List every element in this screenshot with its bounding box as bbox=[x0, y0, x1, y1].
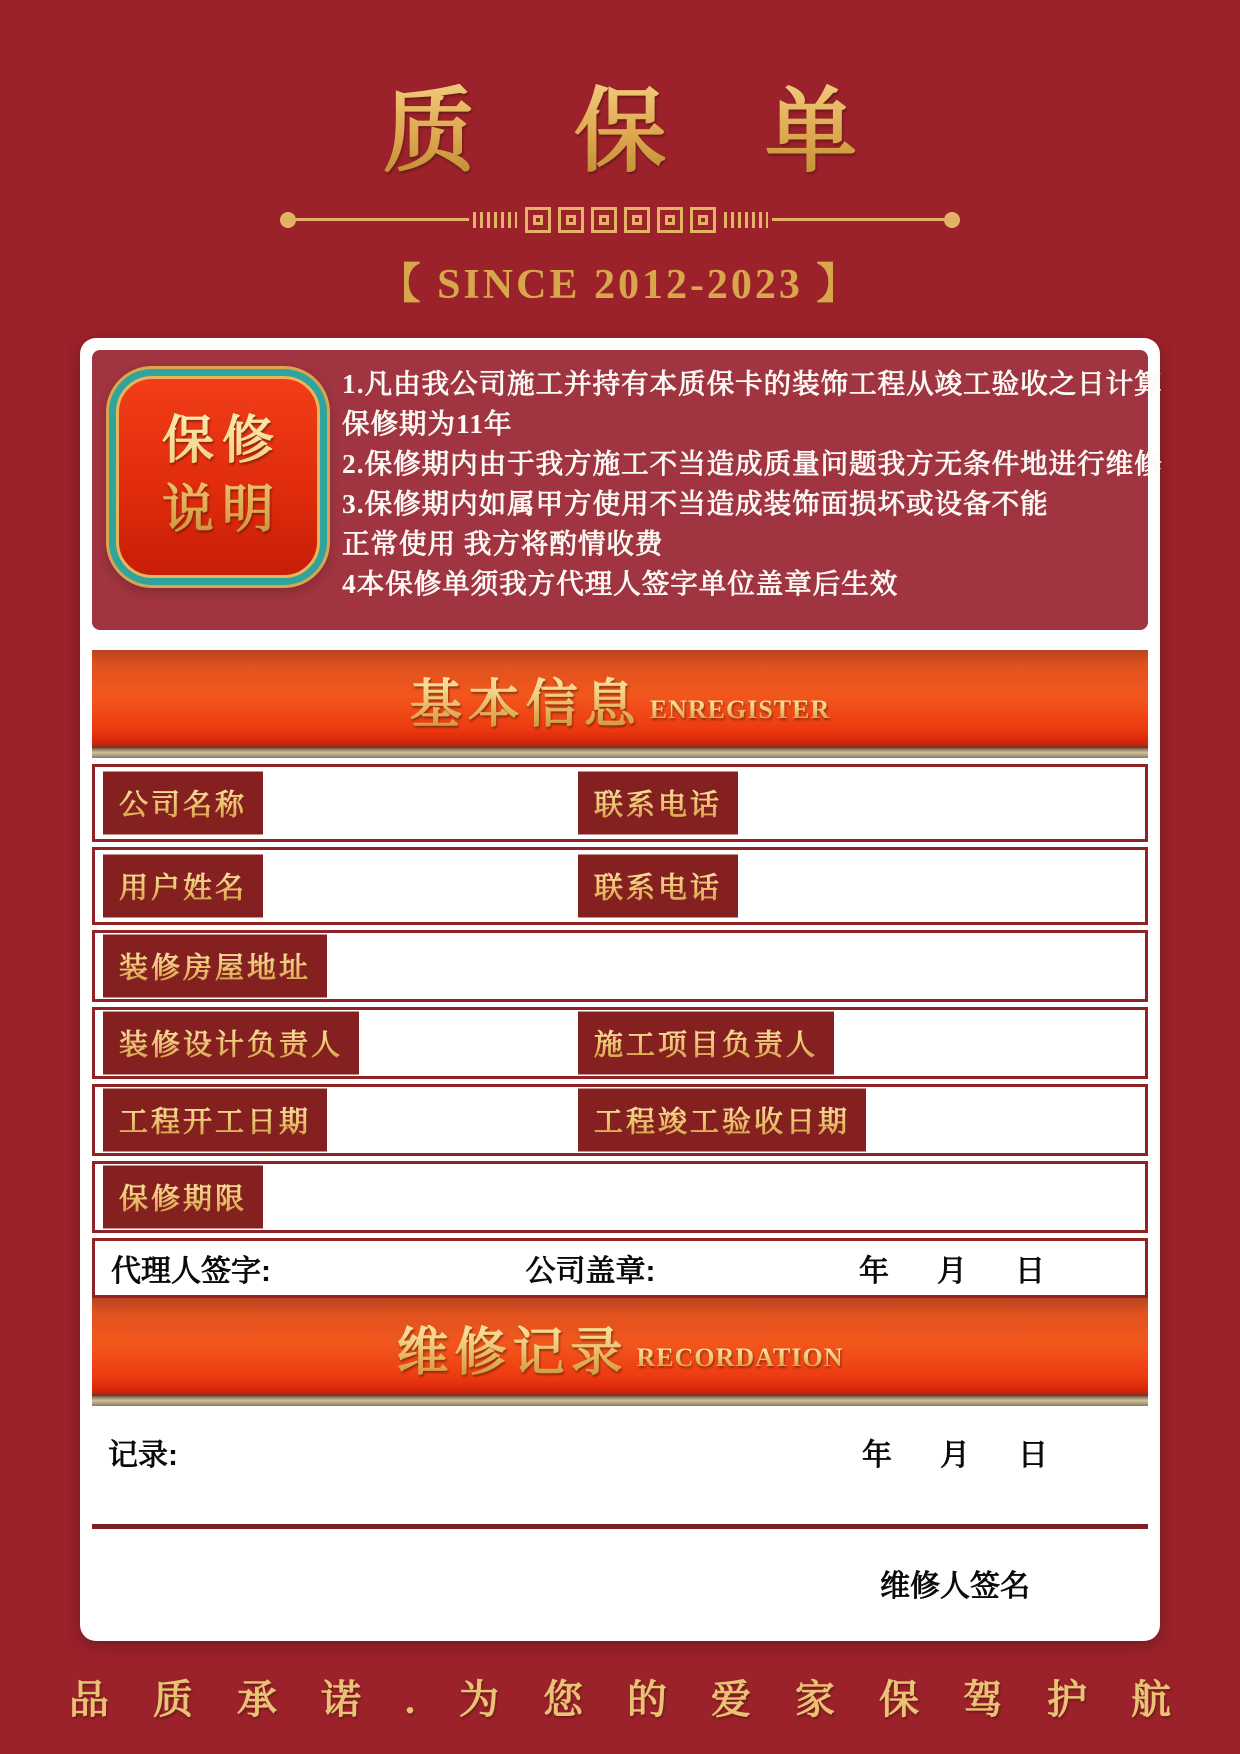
warranty-badge-label bbox=[154, 408, 282, 545]
label-contact-phone-1: 联系电话 bbox=[578, 772, 738, 835]
since-subtitle: 【 SINCE 2012-2023 】 bbox=[378, 261, 862, 308]
fret-square bbox=[558, 207, 584, 233]
fret-pattern bbox=[525, 207, 716, 233]
divider-dot-left bbox=[280, 212, 296, 228]
month-label: 月 bbox=[940, 1439, 970, 1472]
bevel-separator bbox=[92, 748, 1148, 758]
date-fields[interactable] bbox=[859, 1246, 1045, 1290]
label-acceptance-date: 工程竣工验收日期 bbox=[578, 1089, 866, 1152]
row-company[interactable] bbox=[92, 764, 1148, 842]
fret-square bbox=[624, 207, 650, 233]
label-design-manager: 装修设计负责人 bbox=[103, 1012, 359, 1075]
note-line: 3.保修期内如属甲方使用不当造成装饰面损坏或设备不能 bbox=[342, 488, 1049, 519]
day-label: 日 bbox=[1018, 1439, 1048, 1472]
page-header bbox=[0, 0, 1240, 311]
divider-ticks-left bbox=[473, 212, 517, 228]
repairer-sign-area[interactable] bbox=[92, 1529, 1148, 1629]
repair-record-title-en: RECORDATION bbox=[636, 1343, 844, 1372]
label-user-name: 用户姓名 bbox=[103, 855, 263, 918]
year-label: 年 bbox=[859, 1255, 889, 1288]
record-label: 记录: bbox=[108, 1439, 178, 1472]
divider-ticks-right bbox=[724, 212, 768, 228]
agent-signature-label: 代理人签字: bbox=[111, 1255, 271, 1288]
row-managers[interactable] bbox=[92, 1007, 1148, 1079]
warranty-notes-panel bbox=[92, 350, 1163, 630]
note-line: 1.凡由我公司施工并持有本质保卡的装饰工程从竣工验收之日计算 bbox=[342, 368, 1163, 399]
row-warranty-period[interactable] bbox=[92, 1161, 1148, 1233]
ornamental-divider bbox=[280, 203, 960, 237]
row-address[interactable] bbox=[92, 930, 1148, 1002]
note-line: 2.保修期内由于我方施工不当造成质量问题我方无条件地进行维修 bbox=[342, 448, 1163, 479]
divider-line-right bbox=[772, 218, 945, 221]
month-label: 月 bbox=[937, 1255, 967, 1288]
record-area[interactable] bbox=[92, 1412, 1148, 1524]
divider-line-left bbox=[296, 218, 469, 221]
repairer-signature-label: 维修人签名 bbox=[880, 1570, 1030, 1603]
label-house-address: 装修房屋地址 bbox=[103, 935, 327, 998]
fret-square bbox=[690, 207, 716, 233]
divider-dot-right bbox=[944, 212, 960, 228]
repair-record-header bbox=[92, 1298, 1148, 1396]
label-construction-manager: 施工项目负责人 bbox=[578, 1012, 834, 1075]
note-line: 4本保修单须我方代理人签字单位盖章后生效 bbox=[342, 568, 899, 599]
company-seal-label: 公司盖章: bbox=[525, 1255, 656, 1288]
record-date-fields[interactable] bbox=[862, 1430, 1048, 1474]
repair-record-title: 维修记录 bbox=[397, 1310, 629, 1385]
badge-line-1: 保修 bbox=[161, 413, 282, 471]
day-label: 日 bbox=[1015, 1255, 1045, 1288]
footer-slogan: 品质承诺.为您的爱家保驾护航 bbox=[69, 1677, 1215, 1722]
note-line: 保修期为11年 bbox=[342, 408, 513, 439]
page-title: 质 保 单 bbox=[0, 0, 1240, 181]
year-label: 年 bbox=[862, 1439, 892, 1472]
fret-square bbox=[525, 207, 551, 233]
warranty-notes-text bbox=[342, 364, 1163, 604]
note-line: 正常使用 我方将酌情收费 bbox=[342, 528, 664, 559]
label-contact-phone-2: 联系电话 bbox=[578, 855, 738, 918]
bevel-separator bbox=[92, 1396, 1148, 1406]
badge-line-2: 说明 bbox=[161, 482, 282, 539]
label-company-name: 公司名称 bbox=[103, 772, 263, 835]
label-warranty-period: 保修期限 bbox=[103, 1166, 263, 1229]
fret-square bbox=[657, 207, 683, 233]
row-dates[interactable] bbox=[92, 1084, 1148, 1156]
basic-info-title-en: ENREGISTER bbox=[649, 695, 831, 724]
warranty-badge bbox=[116, 376, 320, 578]
basic-info-title: 基本信息 bbox=[410, 662, 642, 737]
warranty-card bbox=[80, 338, 1163, 1641]
row-user[interactable] bbox=[92, 847, 1148, 925]
signature-row[interactable] bbox=[92, 1238, 1148, 1298]
fret-square bbox=[591, 207, 617, 233]
basic-info-header bbox=[92, 650, 1148, 748]
label-start-date: 工程开工日期 bbox=[103, 1089, 327, 1152]
